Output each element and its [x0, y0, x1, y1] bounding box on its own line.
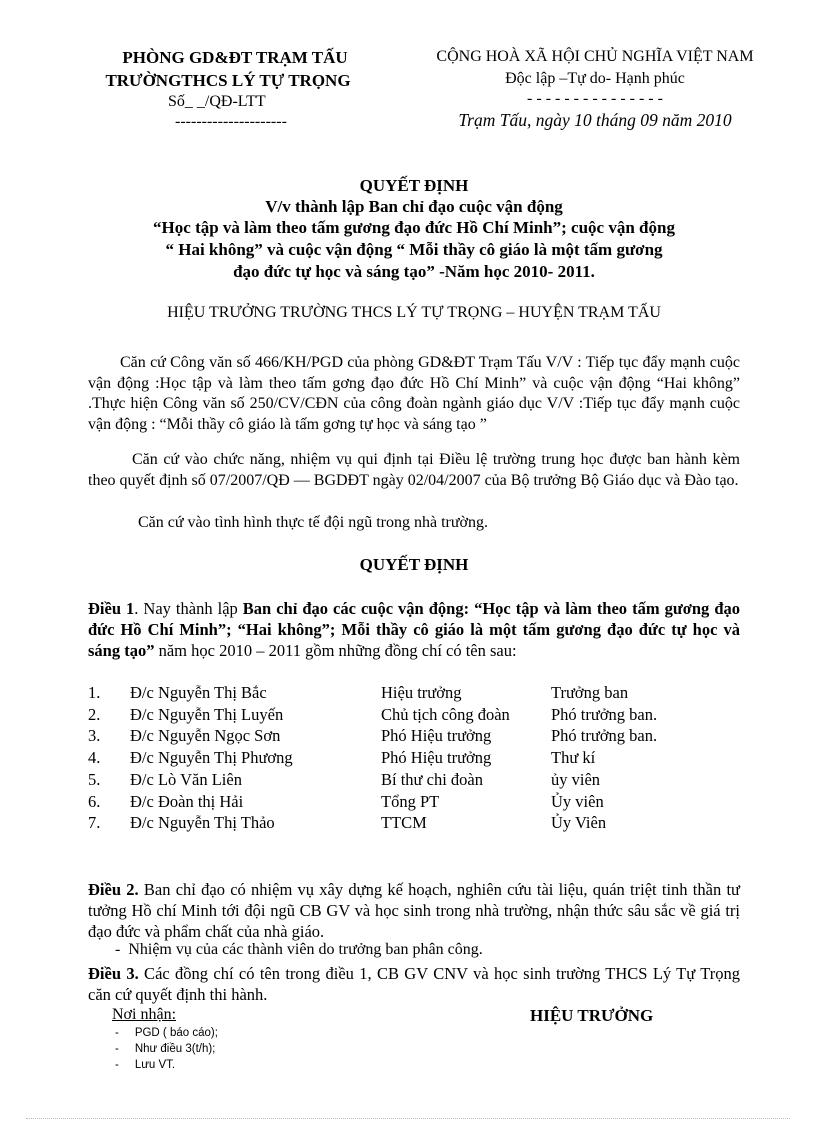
recipient-item: - Như điều 3(t/h); [115, 1043, 216, 1055]
decision-heading: QUYẾT ĐỊNH [359, 555, 469, 574]
article-1-tail: năm học 2010 – 2011 gồm những đồng chí có tên sau: [154, 641, 517, 660]
country-name: CỘNG HOÀ XÃ HỘI CHỦ NGHĨA VIỆT NAM [436, 48, 754, 65]
member-number: 6. [88, 791, 101, 811]
member-role: Trưởng ban [551, 683, 629, 702]
issuing-authority: HIỆU TRƯỞNG TRƯỜNG THCS LÝ TỰ TRỌNG – HUYỆN TRẠM TẤU [167, 304, 661, 321]
member-name: Đ/c Đoàn thị Hải [130, 791, 244, 811]
member-name: Đ/c Nguyễn Ngọc Sơn [130, 726, 281, 746]
article-2-bullet [115, 941, 483, 959]
recipient-item: - Lưu VT. [115, 1059, 176, 1071]
member-position: Bí thư chi đoàn [381, 769, 483, 789]
member-number: 1. [88, 683, 101, 702]
signature-title: HIỆU TRƯỞNG [530, 1006, 654, 1025]
title-line-4: đạo đức tự học và sáng tạo” -Năm học 2010- 2011. [233, 262, 595, 281]
recipient-item: - PGD ( báo cáo); [115, 1027, 218, 1039]
article-1-committee: Ban chỉ đạo các cuộc vận động: “Học tập và làm theo tấm gương đạo đức Hồ Chí Minh”; “Hai không”; Mỗi thầy cô giáo là một tấm gương đạo đức tự học và sáng tạo” [88, 599, 740, 660]
member-position: Phó Hiệu trưởng [381, 726, 492, 746]
member-name: Đ/c Nguyễn Thị Phương [130, 748, 293, 768]
member-name: Đ/c Lò Văn Liên [130, 769, 242, 789]
article-1-lead: . Nay thành lập [134, 599, 243, 618]
title-line-3: “ Hai không” và cuộc vận động “ Mỗi thầy cô giáo là một tấm gương [165, 240, 663, 259]
member-name: Đ/c Nguyễn Thị Luyến [130, 704, 284, 724]
school-name: TRƯỜNGTHCS LÝ TỰ TRỌNG [105, 71, 351, 90]
title-line-1: V/v thành lập Ban chỉ đạo cuộc vận động [265, 197, 563, 216]
page-bottom-rule [26, 1118, 790, 1119]
ground-1: Căn cứ Công văn số 466/KH/PGD của phòng GD&ĐT Trạm Tấu V/V : Tiếp tục đẩy mạnh cuộc vận động :Học tập và làm theo tấm gơng đạo đức Hồ Chí Minh” và cuộc vận động “Hai không” .Thực hiện Công văn số 250/CV/CĐN của công đoàn ngành giáo dục V/V :Tiếp tục đẩy mạnh cuộc vận động : “Mỗi thầy cô giáo là tấm gơng tự học và sáng tạo ” [88, 354, 740, 433]
member-role: ủy viên [551, 769, 601, 789]
ground-3: Căn cứ vào tình hình thực tế đội ngũ trong nhà trường. [138, 514, 488, 531]
article-3-text: Các đồng chí có tên trong điều 1, CB GV CNV và học sinh trường THCS Lý Tự Trọng căn cứ quyết định thi hành. [88, 964, 740, 1004]
ground-2: Căn cứ vào chức năng, nhiệm vụ qui định tại Điều lệ trường trung học được ban hành kèm theo quyết định số 07/2007/QĐ — BGDĐT ngày 02/04/2007 của Bộ trưởng Bộ Giáo dục và Đào tạo. [88, 451, 740, 489]
member-role: Phó trưởng ban. [551, 704, 658, 724]
member-number: 2. [88, 704, 101, 724]
office-name: PHÒNG GD&ĐT TRẠM TẤU [122, 48, 348, 67]
title-line-2: “Học tập và làm theo tấm gương đạo đức Hồ Chí Minh”; cuộc vận động [153, 218, 675, 237]
member-position: Phó Hiệu trưởng [381, 748, 492, 768]
member-position: TTCM [381, 813, 427, 833]
recipients-heading: Nơi nhận: [112, 1006, 177, 1023]
member-number: 4. [88, 748, 101, 768]
place-date: Trạm Tấu, ngày 10 tháng 09 năm 2010 [458, 110, 732, 130]
article-3-label: Điều 3. [88, 964, 139, 983]
left-header-rule: --------------------- [175, 113, 287, 130]
bullet-dash: - [115, 941, 129, 958]
member-position: Tổng PT [381, 791, 440, 811]
member-position: Hiệu trưởng [381, 683, 462, 702]
article-1 [88, 598, 740, 661]
article-2 [88, 879, 740, 942]
decision-number: Số_ _/QĐ-LTT [168, 93, 266, 110]
member-role: Ủy Viên [551, 813, 607, 833]
national-motto: Độc lập –Tự do- Hạnh phúc [505, 70, 685, 87]
member-number: 3. [88, 726, 101, 746]
article-3 [88, 963, 740, 1005]
member-role: Ủy viên [551, 791, 604, 811]
document-title: QUYẾT ĐỊNH [359, 176, 469, 195]
member-number: 5. [88, 769, 101, 789]
member-position: Chủ tịch công đoàn [381, 704, 510, 724]
member-role: Phó trưởng ban. [551, 726, 658, 746]
article-2-bullet-text: Nhiệm vụ của các thành viên do trưởng ban phân công. [128, 941, 483, 958]
article-1-label: Điều 1 [88, 599, 135, 618]
right-header-rule: - - - - - - - - - - - - - - - [527, 90, 663, 107]
article-2-text: Ban chỉ đạo có nhiệm vụ xây dựng kế hoạch, nghiên cứu tài liệu, quán triệt tinh thần tư tưởng Hồ chí Minh tới đội ngũ CB GV và học sinh trong nhà trường, nhận thức sâu sắc về giá trị đạo đức và phẩm chất của nhà giáo. [88, 880, 740, 941]
member-name: Đ/c Nguyễn Thị Bắc [130, 683, 267, 702]
article-2-label: Điều 2. [88, 880, 139, 899]
member-name: Đ/c Nguyễn Thị Thảo [130, 813, 275, 833]
member-role: Thư kí [551, 748, 596, 768]
member-number: 7. [88, 813, 101, 833]
